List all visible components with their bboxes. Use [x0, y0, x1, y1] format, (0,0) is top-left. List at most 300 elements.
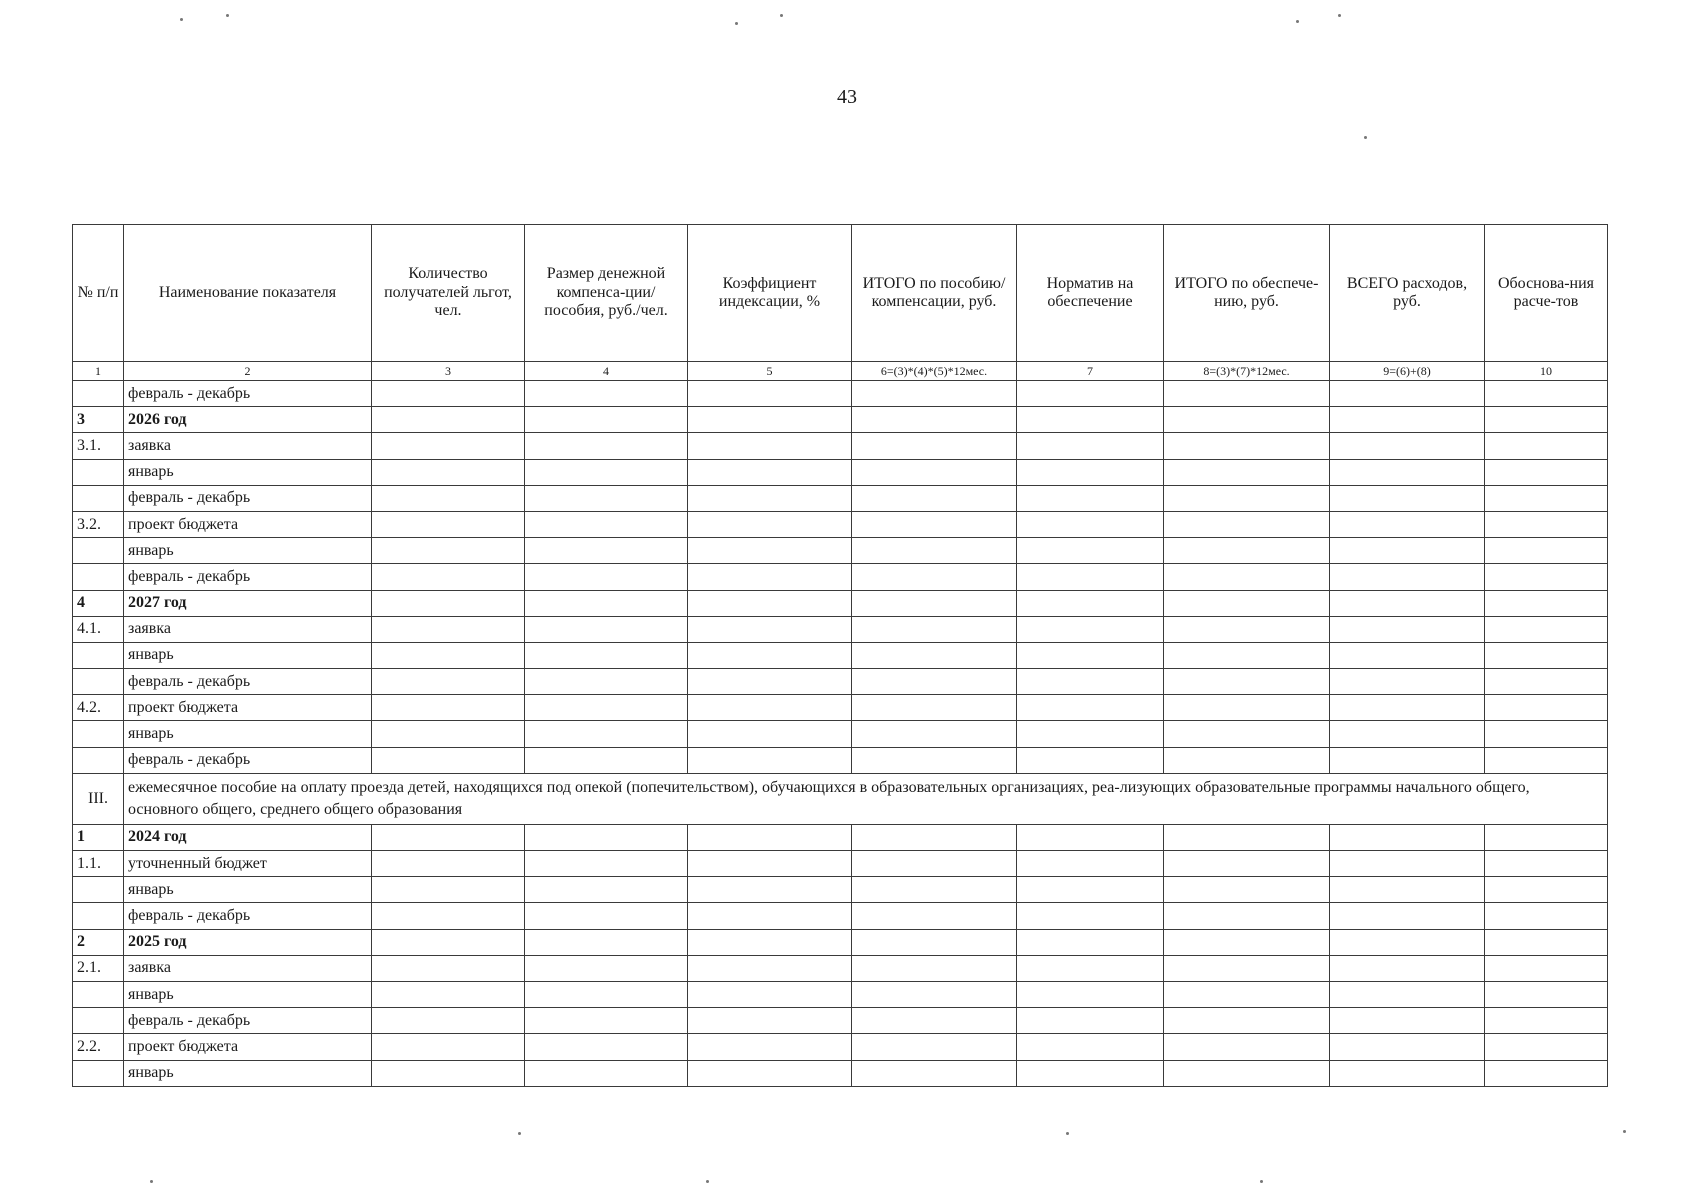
empty-value-cell — [1330, 955, 1485, 981]
row-number-cell: 2 — [73, 929, 124, 955]
empty-value-cell — [688, 381, 852, 407]
empty-value-cell — [1485, 747, 1608, 773]
empty-value-cell — [1017, 721, 1164, 747]
empty-value-cell — [1164, 590, 1330, 616]
header-cell: Наименование показателя — [124, 225, 372, 362]
empty-value-cell — [688, 564, 852, 590]
empty-value-cell — [1485, 616, 1608, 642]
empty-value-cell — [1164, 1008, 1330, 1034]
row-label-cell: 2024 год — [124, 824, 372, 850]
column-number-cell: 3 — [372, 362, 525, 381]
empty-value-cell — [1485, 955, 1608, 981]
empty-value-cell — [1485, 485, 1608, 511]
table-row — [73, 1008, 1608, 1034]
table-row — [73, 485, 1608, 511]
empty-value-cell — [1164, 903, 1330, 929]
empty-value-cell — [1017, 538, 1164, 564]
row-number-cell — [73, 747, 124, 773]
empty-value-cell — [1164, 538, 1330, 564]
empty-value-cell — [1485, 877, 1608, 903]
empty-value-cell — [372, 903, 525, 929]
empty-value-cell — [688, 721, 852, 747]
empty-value-cell — [525, 564, 688, 590]
scan-speck — [735, 22, 738, 25]
empty-value-cell — [852, 485, 1017, 511]
empty-value-cell — [1330, 981, 1485, 1007]
row-label-cell: февраль - декабрь — [124, 669, 372, 695]
empty-value-cell — [525, 747, 688, 773]
empty-value-cell — [688, 590, 852, 616]
row-label-cell: проект бюджета — [124, 1034, 372, 1060]
empty-value-cell — [1164, 824, 1330, 850]
empty-value-cell — [525, 459, 688, 485]
empty-value-cell — [525, 981, 688, 1007]
empty-value-cell — [1017, 642, 1164, 668]
section-number: III. — [73, 773, 124, 824]
empty-value-cell — [1330, 459, 1485, 485]
empty-value-cell — [1164, 981, 1330, 1007]
empty-value-cell — [372, 642, 525, 668]
empty-value-cell — [852, 407, 1017, 433]
empty-value-cell — [1017, 1034, 1164, 1060]
empty-value-cell — [1017, 616, 1164, 642]
row-number-cell — [73, 669, 124, 695]
empty-value-cell — [852, 590, 1017, 616]
scan-speck — [1296, 20, 1299, 23]
empty-value-cell — [1485, 511, 1608, 537]
table-row — [73, 903, 1608, 929]
table-row — [73, 433, 1608, 459]
empty-value-cell — [1330, 903, 1485, 929]
empty-value-cell — [1330, 877, 1485, 903]
empty-value-cell — [1164, 1034, 1330, 1060]
table-row — [73, 877, 1608, 903]
empty-value-cell — [1164, 695, 1330, 721]
empty-value-cell — [525, 695, 688, 721]
header-cell: ИТОГО по обеспече-нию, руб. — [1164, 225, 1330, 362]
empty-value-cell — [1017, 1008, 1164, 1034]
empty-value-cell — [1164, 877, 1330, 903]
scan-speck — [1066, 1132, 1069, 1135]
row-number-cell — [73, 642, 124, 668]
empty-value-cell — [525, 407, 688, 433]
empty-value-cell — [1164, 1060, 1330, 1086]
empty-value-cell — [1164, 433, 1330, 459]
row-label-cell: заявка — [124, 433, 372, 459]
row-number-cell: 1.1. — [73, 851, 124, 877]
empty-value-cell — [688, 929, 852, 955]
table-row — [73, 747, 1608, 773]
empty-value-cell — [525, 511, 688, 537]
header-cell: № п/п — [73, 225, 124, 362]
column-number-cell: 1 — [73, 362, 124, 381]
empty-value-cell — [1164, 485, 1330, 511]
row-number-cell — [73, 459, 124, 485]
empty-value-cell — [1485, 929, 1608, 955]
table-row — [73, 1034, 1608, 1060]
empty-value-cell — [525, 1034, 688, 1060]
empty-value-cell — [1017, 903, 1164, 929]
empty-value-cell — [372, 695, 525, 721]
empty-value-cell — [1330, 824, 1485, 850]
empty-value-cell — [1485, 851, 1608, 877]
table-row — [73, 381, 1608, 407]
empty-value-cell — [1017, 485, 1164, 511]
empty-value-cell — [525, 851, 688, 877]
empty-value-cell — [1330, 433, 1485, 459]
empty-value-cell — [688, 955, 852, 981]
empty-value-cell — [1164, 929, 1330, 955]
empty-value-cell — [372, 433, 525, 459]
empty-value-cell — [1330, 929, 1485, 955]
empty-value-cell — [372, 1060, 525, 1086]
empty-value-cell — [688, 407, 852, 433]
table-row — [73, 981, 1608, 1007]
empty-value-cell — [1017, 824, 1164, 850]
header-cell: ВСЕГО расходов, руб. — [1330, 225, 1485, 362]
empty-value-cell — [688, 903, 852, 929]
empty-value-cell — [852, 381, 1017, 407]
row-label-cell: январь — [124, 877, 372, 903]
empty-value-cell — [525, 485, 688, 511]
empty-value-cell — [1164, 955, 1330, 981]
table-row — [73, 590, 1608, 616]
empty-value-cell — [688, 511, 852, 537]
table-row — [73, 1060, 1608, 1086]
empty-value-cell — [1485, 381, 1608, 407]
empty-value-cell — [852, 433, 1017, 459]
empty-value-cell — [688, 459, 852, 485]
column-numbers-row — [73, 362, 1608, 381]
row-label-cell: 2025 год — [124, 929, 372, 955]
empty-value-cell — [1164, 669, 1330, 695]
empty-value-cell — [688, 642, 852, 668]
empty-value-cell — [525, 669, 688, 695]
section-title: ежемесячное пособие на оплату проезда детей, находящихся под опекой (попечительством), обучающихся в образовательных организациях, реа-лизующих образовательные программы начального общего, основного общего, среднего общего образования — [124, 773, 1608, 824]
empty-value-cell — [1330, 1008, 1485, 1034]
empty-value-cell — [1164, 642, 1330, 668]
empty-value-cell — [1485, 721, 1608, 747]
header-cell: ИТОГО по пособию/ компенсации, руб. — [852, 225, 1017, 362]
empty-value-cell — [688, 669, 852, 695]
row-number-cell: 4 — [73, 590, 124, 616]
empty-value-cell — [525, 877, 688, 903]
header-row — [73, 225, 1608, 362]
empty-value-cell — [372, 590, 525, 616]
empty-value-cell — [852, 511, 1017, 537]
empty-value-cell — [1330, 485, 1485, 511]
empty-value-cell — [1485, 903, 1608, 929]
empty-value-cell — [852, 642, 1017, 668]
empty-value-cell — [525, 929, 688, 955]
empty-value-cell — [1330, 538, 1485, 564]
row-number-cell — [73, 538, 124, 564]
empty-value-cell — [1017, 1060, 1164, 1086]
empty-value-cell — [1330, 642, 1485, 668]
empty-value-cell — [1485, 1008, 1608, 1034]
empty-value-cell — [1017, 459, 1164, 485]
empty-value-cell — [1017, 407, 1164, 433]
empty-value-cell — [1485, 407, 1608, 433]
column-number-cell: 10 — [1485, 362, 1608, 381]
row-number-cell: 4.2. — [73, 695, 124, 721]
scan-speck — [706, 1180, 709, 1183]
row-number-cell: 2.1. — [73, 955, 124, 981]
empty-value-cell — [372, 616, 525, 642]
section-row — [73, 773, 1608, 824]
empty-value-cell — [1485, 642, 1608, 668]
row-label-cell: проект бюджета — [124, 695, 372, 721]
header-cell: Коэффициент индексации, % — [688, 225, 852, 362]
page-number: 43 — [837, 86, 857, 108]
empty-value-cell — [1485, 669, 1608, 695]
scan-speck — [226, 14, 229, 17]
empty-value-cell — [372, 955, 525, 981]
table-row — [73, 695, 1608, 721]
empty-value-cell — [1164, 564, 1330, 590]
empty-value-cell — [1330, 616, 1485, 642]
column-number-cell: 7 — [1017, 362, 1164, 381]
empty-value-cell — [688, 1008, 852, 1034]
empty-value-cell — [688, 851, 852, 877]
empty-value-cell — [1164, 721, 1330, 747]
empty-value-cell — [525, 381, 688, 407]
empty-value-cell — [1017, 851, 1164, 877]
table-body — [73, 381, 1608, 1087]
empty-value-cell — [852, 1034, 1017, 1060]
empty-value-cell — [372, 485, 525, 511]
scan-speck — [780, 14, 783, 17]
table-row — [73, 538, 1608, 564]
header-cell: Обоснова-ния расче-тов — [1485, 225, 1608, 362]
empty-value-cell — [1017, 511, 1164, 537]
table-row — [73, 511, 1608, 537]
column-number-cell: 2 — [124, 362, 372, 381]
row-number-cell: 1 — [73, 824, 124, 850]
empty-value-cell — [1017, 981, 1164, 1007]
empty-value-cell — [1330, 747, 1485, 773]
scan-speck — [1623, 1130, 1626, 1133]
empty-value-cell — [525, 955, 688, 981]
empty-value-cell — [372, 929, 525, 955]
row-label-cell: заявка — [124, 616, 372, 642]
empty-value-cell — [852, 459, 1017, 485]
empty-value-cell — [525, 642, 688, 668]
empty-value-cell — [688, 485, 852, 511]
empty-value-cell — [372, 538, 525, 564]
empty-value-cell — [372, 564, 525, 590]
empty-value-cell — [525, 824, 688, 850]
row-number-cell — [73, 981, 124, 1007]
empty-value-cell — [1485, 824, 1608, 850]
row-label-cell: февраль - декабрь — [124, 485, 372, 511]
empty-value-cell — [372, 877, 525, 903]
column-number-cell: 8=(3)*(7)*12мес. — [1164, 362, 1330, 381]
empty-value-cell — [525, 1060, 688, 1086]
row-number-cell — [73, 485, 124, 511]
empty-value-cell — [1485, 695, 1608, 721]
scan-speck — [518, 1132, 521, 1135]
table-row — [73, 955, 1608, 981]
row-number-cell — [73, 1060, 124, 1086]
empty-value-cell — [372, 824, 525, 850]
table-row — [73, 824, 1608, 850]
empty-value-cell — [1164, 616, 1330, 642]
column-number-cell: 4 — [525, 362, 688, 381]
header-cell: Норматив на обеспечение — [1017, 225, 1164, 362]
empty-value-cell — [372, 747, 525, 773]
empty-value-cell — [1017, 695, 1164, 721]
row-label-cell: январь — [124, 981, 372, 1007]
empty-value-cell — [372, 459, 525, 485]
row-label-cell: 2026 год — [124, 407, 372, 433]
empty-value-cell — [1164, 407, 1330, 433]
row-label-cell: февраль - декабрь — [124, 1008, 372, 1034]
scan-speck — [1338, 14, 1341, 17]
empty-value-cell — [1485, 459, 1608, 485]
empty-value-cell — [688, 538, 852, 564]
empty-value-cell — [1485, 538, 1608, 564]
empty-value-cell — [1164, 747, 1330, 773]
table-row — [73, 851, 1608, 877]
empty-value-cell — [1017, 877, 1164, 903]
empty-value-cell — [525, 616, 688, 642]
row-number-cell — [73, 903, 124, 929]
budget-table — [72, 224, 1608, 1087]
empty-value-cell — [852, 981, 1017, 1007]
empty-value-cell — [1164, 851, 1330, 877]
empty-value-cell — [1330, 1060, 1485, 1086]
empty-value-cell — [688, 1034, 852, 1060]
empty-value-cell — [525, 590, 688, 616]
empty-value-cell — [852, 1060, 1017, 1086]
column-number-cell: 6=(3)*(4)*(5)*12мес. — [852, 362, 1017, 381]
empty-value-cell — [1017, 747, 1164, 773]
empty-value-cell — [852, 851, 1017, 877]
row-label-cell: 2027 год — [124, 590, 372, 616]
row-label-cell: уточненный бюджет — [124, 851, 372, 877]
row-label-cell: заявка — [124, 955, 372, 981]
empty-value-cell — [1485, 1034, 1608, 1060]
row-label-cell: январь — [124, 1060, 372, 1086]
row-label-cell: февраль - декабрь — [124, 564, 372, 590]
row-number-cell: 3.1. — [73, 433, 124, 459]
empty-value-cell — [852, 929, 1017, 955]
column-number-cell: 5 — [688, 362, 852, 381]
row-label-cell: февраль - декабрь — [124, 903, 372, 929]
empty-value-cell — [372, 669, 525, 695]
scan-speck — [1364, 136, 1367, 139]
empty-value-cell — [1485, 1060, 1608, 1086]
empty-value-cell — [525, 721, 688, 747]
empty-value-cell — [1017, 381, 1164, 407]
empty-value-cell — [1017, 929, 1164, 955]
empty-value-cell — [1485, 564, 1608, 590]
row-number-cell: 4.1. — [73, 616, 124, 642]
empty-value-cell — [1330, 721, 1485, 747]
row-label-cell: февраль - декабрь — [124, 381, 372, 407]
empty-value-cell — [1017, 590, 1164, 616]
empty-value-cell — [372, 981, 525, 1007]
empty-value-cell — [1330, 564, 1485, 590]
empty-value-cell — [1017, 564, 1164, 590]
empty-value-cell — [852, 669, 1017, 695]
empty-value-cell — [852, 538, 1017, 564]
scan-speck — [150, 1180, 153, 1183]
table-row — [73, 407, 1608, 433]
empty-value-cell — [525, 1008, 688, 1034]
empty-value-cell — [1330, 407, 1485, 433]
empty-value-cell — [525, 903, 688, 929]
row-number-cell — [73, 1008, 124, 1034]
column-number-cell: 9=(6)+(8) — [1330, 362, 1485, 381]
table-row — [73, 669, 1608, 695]
row-label-cell: январь — [124, 538, 372, 564]
empty-value-cell — [1330, 669, 1485, 695]
empty-value-cell — [852, 616, 1017, 642]
row-number-cell — [73, 564, 124, 590]
row-label-cell: проект бюджета — [124, 511, 372, 537]
empty-value-cell — [852, 564, 1017, 590]
scan-speck — [180, 18, 183, 21]
empty-value-cell — [1485, 433, 1608, 459]
empty-value-cell — [372, 1034, 525, 1060]
row-label-cell: февраль - декабрь — [124, 747, 372, 773]
empty-value-cell — [1330, 381, 1485, 407]
empty-value-cell — [852, 877, 1017, 903]
empty-value-cell — [372, 721, 525, 747]
empty-value-cell — [852, 824, 1017, 850]
empty-value-cell — [1330, 1034, 1485, 1060]
empty-value-cell — [372, 407, 525, 433]
empty-value-cell — [688, 433, 852, 459]
empty-value-cell — [372, 1008, 525, 1034]
empty-value-cell — [1330, 590, 1485, 616]
table-row — [73, 616, 1608, 642]
table-row — [73, 642, 1608, 668]
empty-value-cell — [1017, 433, 1164, 459]
empty-value-cell — [688, 1060, 852, 1086]
empty-value-cell — [1485, 590, 1608, 616]
scan-speck — [1260, 1180, 1263, 1183]
table-row — [73, 564, 1608, 590]
empty-value-cell — [1164, 511, 1330, 537]
empty-value-cell — [1330, 851, 1485, 877]
header-cell: Размер денежной компенса-ции/пособия, руб./чел. — [525, 225, 688, 362]
table-row — [73, 929, 1608, 955]
header-cell: Количество получателей льгот, чел. — [372, 225, 525, 362]
empty-value-cell — [852, 747, 1017, 773]
empty-value-cell — [1330, 695, 1485, 721]
empty-value-cell — [852, 955, 1017, 981]
empty-value-cell — [1017, 955, 1164, 981]
empty-value-cell — [688, 695, 852, 721]
empty-value-cell — [1164, 381, 1330, 407]
empty-value-cell — [525, 433, 688, 459]
empty-value-cell — [372, 511, 525, 537]
row-number-cell: 3.2. — [73, 511, 124, 537]
empty-value-cell — [688, 616, 852, 642]
empty-value-cell — [372, 381, 525, 407]
empty-value-cell — [688, 747, 852, 773]
empty-value-cell — [1330, 511, 1485, 537]
table-row — [73, 721, 1608, 747]
row-label-cell: январь — [124, 459, 372, 485]
empty-value-cell — [1017, 669, 1164, 695]
row-number-cell — [73, 381, 124, 407]
empty-value-cell — [852, 695, 1017, 721]
table-row — [73, 459, 1608, 485]
